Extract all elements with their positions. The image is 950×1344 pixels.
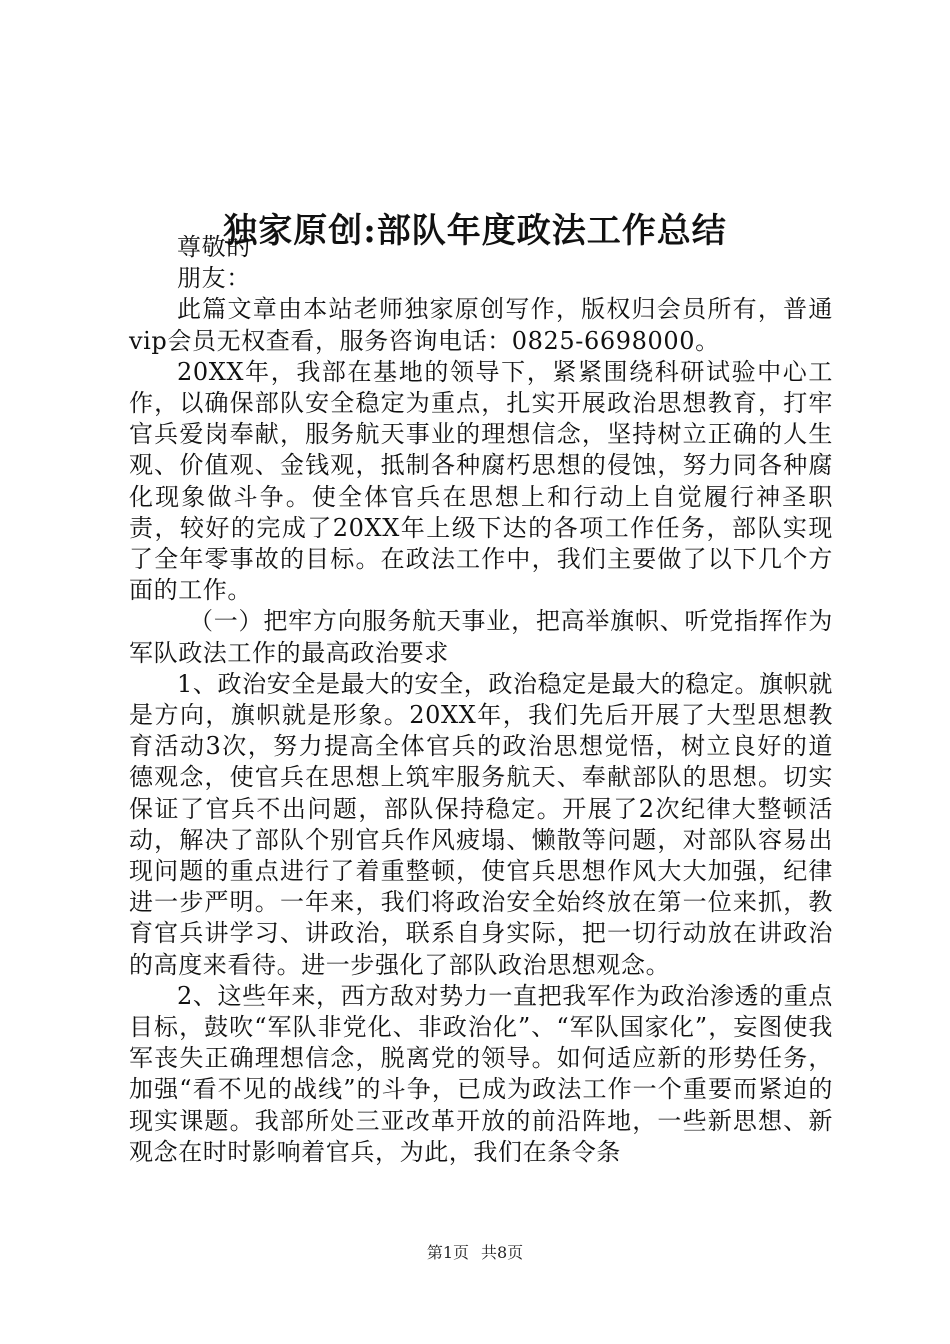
page-number: 第1页 <box>426 1243 469 1262</box>
section-heading-1: （一）把牢方向服务航天事业，把高举旗帜、听党指挥作为军队政法工作的最高政治要求 <box>129 607 833 667</box>
greeting-line-2: 朋友： <box>177 264 251 293</box>
point-2-paragraph: 2、这些年来，西方敌对势力一直把我军作为政治渗透的重点目标，鼓吹“军队非党化、非政治化”、“军队国家化”，妄图使我军丧失正确理想信念，脱离党的领导。如何适应新的形势任务，加强“看不见的战线”的斗争，已成为政法工作一个重要而紧迫的现实课题。我部所处三亚改革开放的前沿阵地，一些新思想、新观念在时时影响着官兵，为此，我们在条令条 <box>129 981 833 1166</box>
point-1-paragraph: 1、政治安全是最大的安全，政治稳定是最大的稳定。旗帜就是方向，旗帜就是形象。20XX年，我们先后开展了大型思想教育活动3次，努力提高全体官兵的政治思想觉悟，树立良好的道德观念，使官兵在思想上筑牢服务航天、奉献部队的思想。切实保证了官兵不出问题，部队保持稳定。开展了2次纪律大整顿活动，解决了部队个别官兵作风疲塌、懒散等问题，对部队容易出现问题的重点进行了着重整顿，使官兵思想作风大大加强，纪律进一步严明。一年来，我们将政治安全始终放在第一位来抓，教育官兵讲学习、讲政治，联系自身实际，把一切行动放在讲政治的高度来看待。进一步强化了部队政治思想观念。 <box>129 669 833 979</box>
greeting-line-1: 尊敬的 <box>177 233 251 261</box>
document-body <box>129 232 833 1168</box>
page-footer <box>0 1243 950 1263</box>
intro-paragraph: 20XX年，我部在基地的领导下，紧紧围绕科研试验中心工作，以确保部队安全稳定为重点，扎实开展政治思想教育，打牢官兵爱岗奉献，服务航天事业的理想信念，坚持树立正确的人生观、价值观、金钱观，抵制各种腐朽思想的侵蚀，努力同各种腐化现象做斗争。使全体官兵在思想上和行动上自觉履行神圣职责，较好的完成了20XX年上级下达的各项工作任务，部队实现了全年零事故的目标。在政法工作中，我们主要做了以下几个方面的工作。 <box>129 357 833 605</box>
page-total: 共8页 <box>481 1243 524 1262</box>
copyright-notice-paragraph: 此篇文章由本站老师独家原创写作，版权归会员所有，普通vip会员无权查看，服务咨询电话：0825-6698000。 <box>129 295 833 355</box>
document-title: 独家原创:部队年度政法工作总结 <box>223 210 727 251</box>
